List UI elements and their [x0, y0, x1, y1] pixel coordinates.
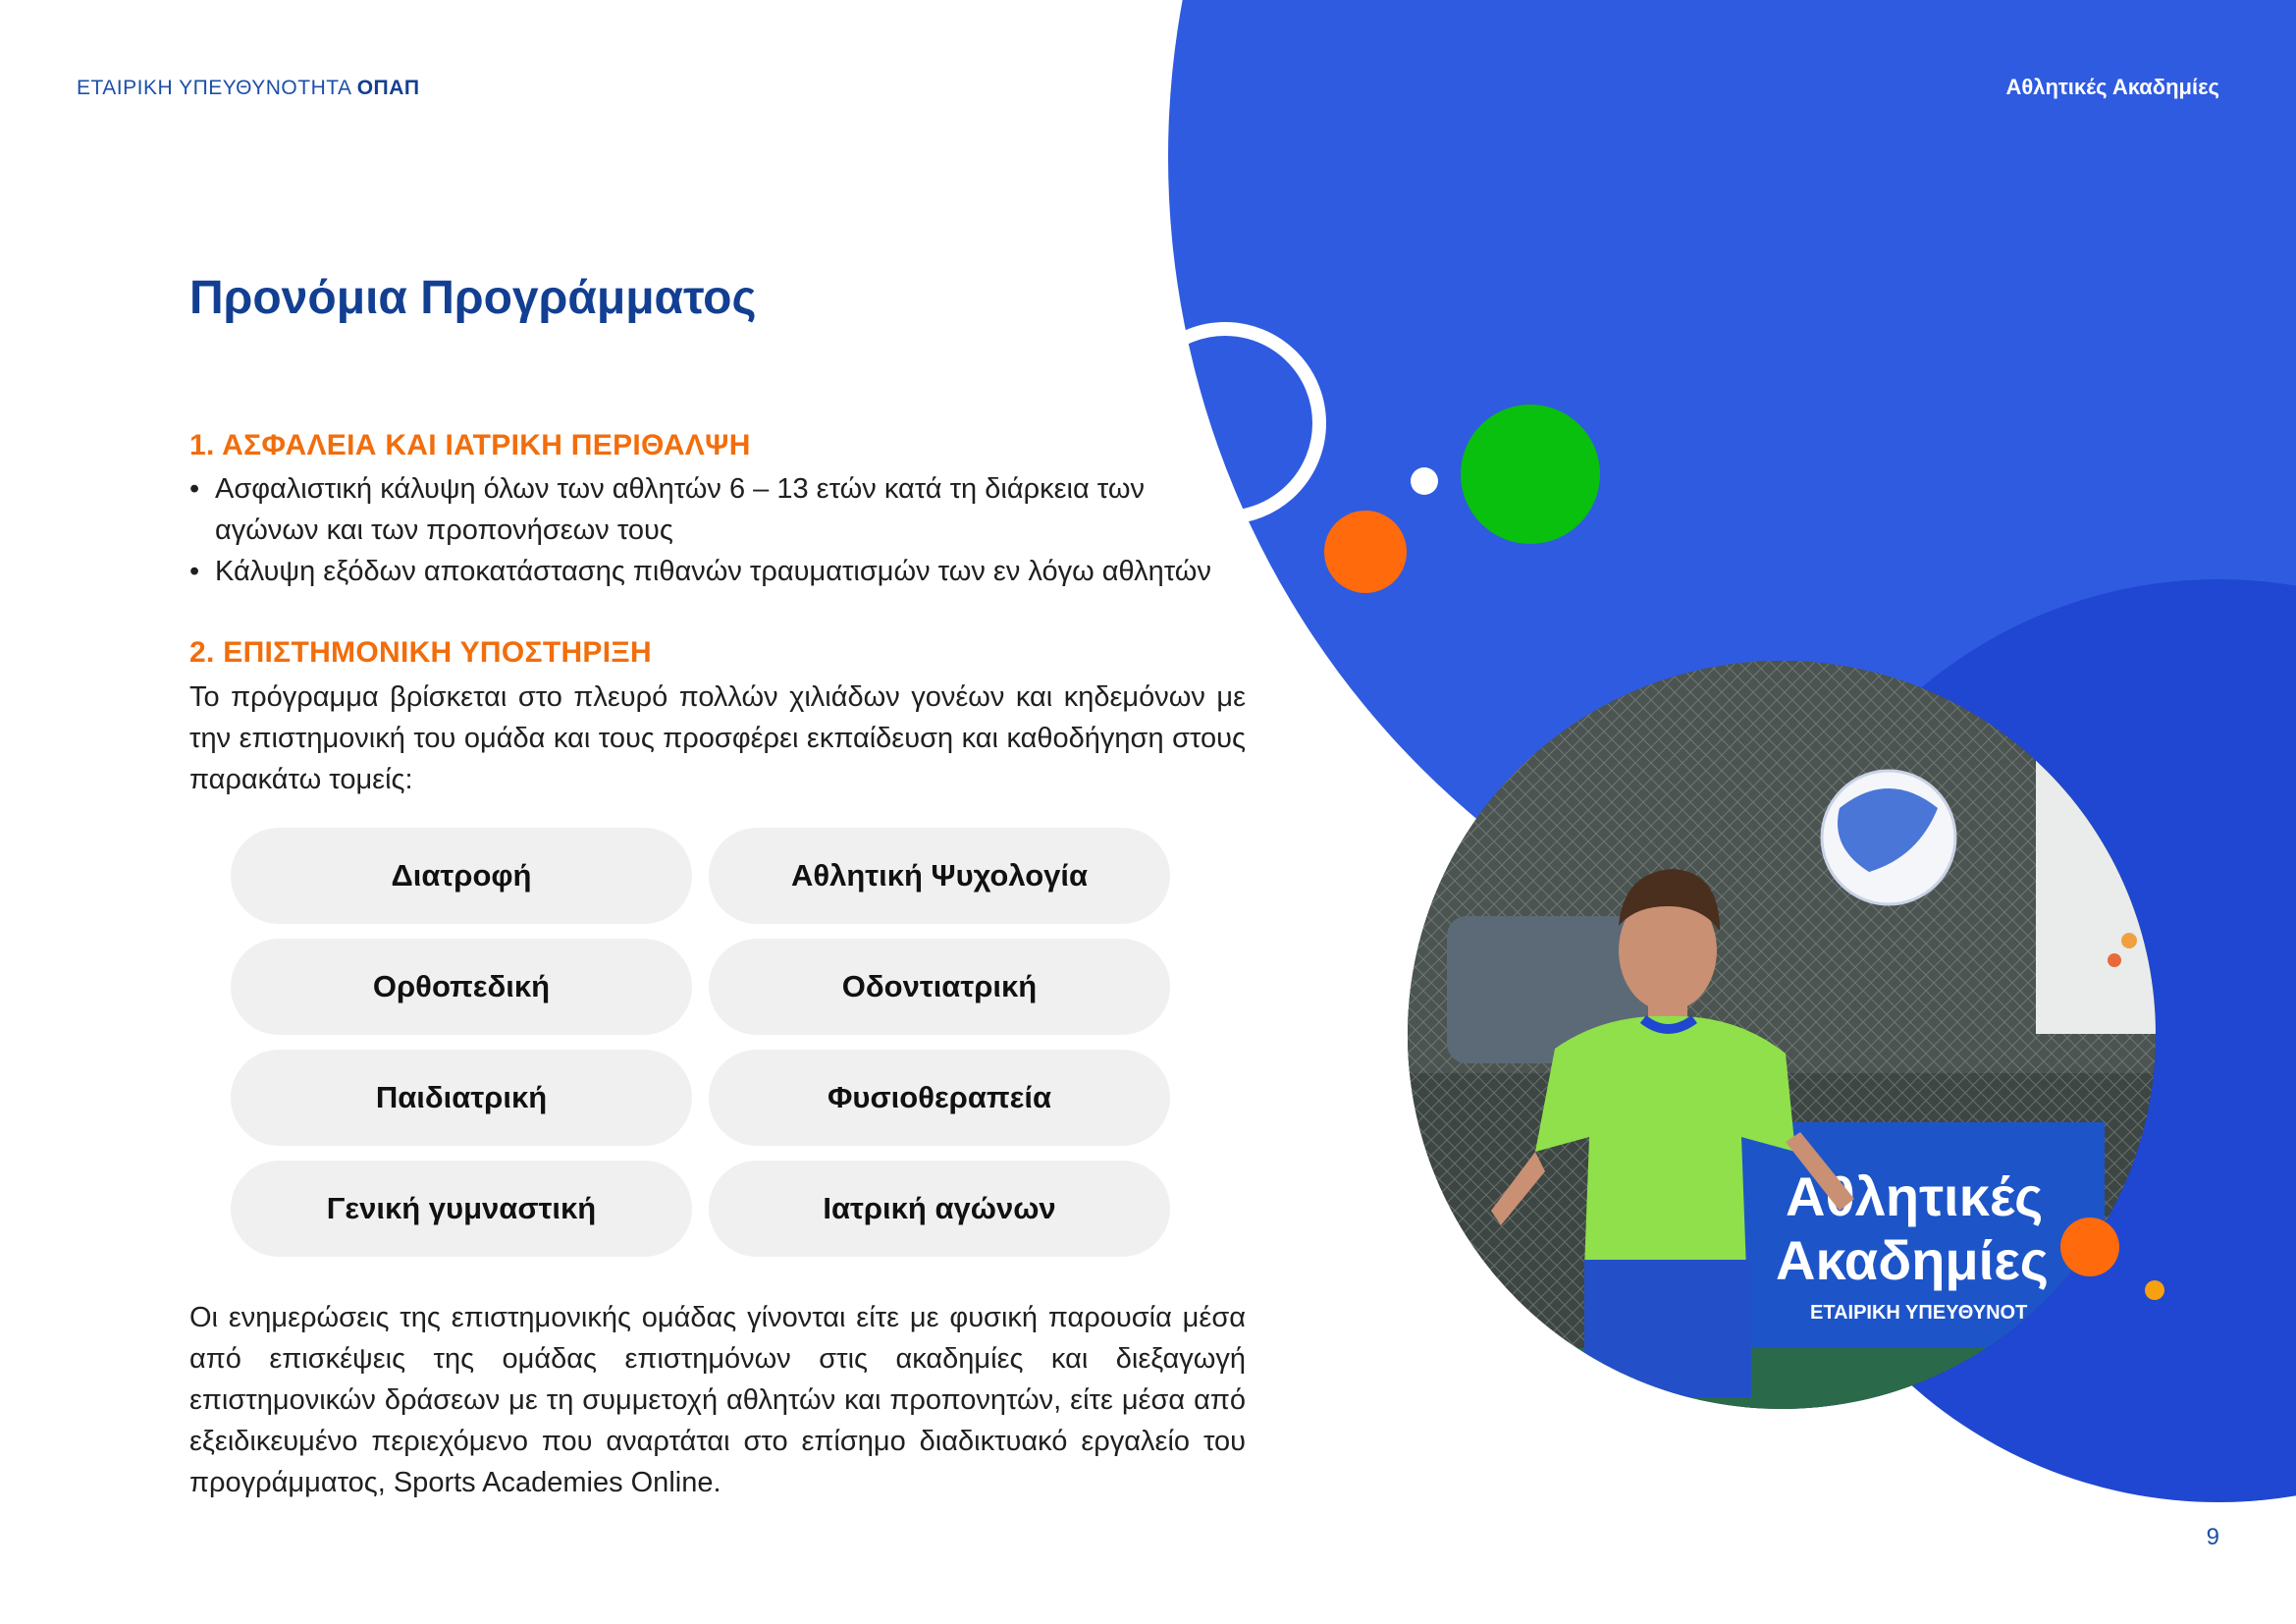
- field-pill: Ορθοπεδική: [231, 939, 692, 1035]
- field-pill: Παιδιατρική: [231, 1050, 692, 1146]
- header-right-title: Αθλητικές Ακαδημίες: [2005, 75, 2219, 99]
- field-pill: Διατροφή: [231, 828, 692, 924]
- white-dot-decoration: [1411, 467, 1438, 495]
- yellow-dot-decoration: [2145, 1280, 2164, 1300]
- banner-text-line1: Αθλητικές: [1786, 1165, 2044, 1227]
- section1-heading: 1. ΑΣΦΑΛΕΙΑ ΚΑΙ ΙΑΤΡΙΚΗ ΠΕΡΙΘΑΛΨΗ: [189, 429, 751, 461]
- bullet-item: • Ασφαλιστική κάλυψη όλων των αθλητών 6 – 13 ετών κατά τη διάρκεια των αγώνων και των προπονήσεων τους: [189, 468, 1171, 551]
- banner-text-line2: Ακαδημίες: [1776, 1229, 2049, 1291]
- field-pill: Αθλητική Ψυχολογία: [709, 828, 1170, 924]
- player-photo: [1408, 661, 2156, 1409]
- fields-grid: [231, 828, 1170, 1257]
- orange-dot-decoration: [1324, 511, 1407, 593]
- field-pill: Γενική γυμναστική: [231, 1161, 692, 1257]
- page-title: Προνόμια Προγράμματος: [189, 272, 757, 324]
- field-pill: Ιατρική αγώνων: [709, 1161, 1170, 1257]
- green-dot-decoration: [1461, 405, 1600, 544]
- bullet-item: • Κάλυψη εξόδων αποκατάστασης πιθανών τραυματισμών των εν λόγω αθλητών: [189, 551, 1289, 592]
- section1-bullet-list: [189, 468, 1289, 592]
- section2-heading: 2. ΕΠΙΣΤΗΜΟΝΙΚΗ ΥΠΟΣΤΗΡΙΞΗ: [189, 636, 652, 669]
- orange-dot-decoration-bottom: [2060, 1218, 2119, 1276]
- header-left: [77, 77, 420, 100]
- section2-intro: Το πρόγραμμα βρίσκεται στο πλευρό πολλών χιλιάδων γονέων και κηδεμόνων με την επιστημονική του ομάδα και τους προσφέρει εκπαίδευση και καθοδήγηση στους παρακάτω τομείς:: [189, 681, 1246, 795]
- field-pill: Φυσιοθεραπεία: [709, 1050, 1170, 1146]
- field-pill: Οδοντιατρική: [709, 939, 1170, 1035]
- header-brand: ΟΠΑΠ: [356, 77, 420, 99]
- banner-text-line3: ΕΤΑΙΡΙΚΗ ΥΠΕΥΘΥΝΟΤ: [1810, 1302, 2028, 1324]
- section2-closing: Οι ενημερώσεις της επιστημονικής ομάδας γίνονται είτε με φυσική παρουσία μέσα από επισκέψεις της ομάδας επιστημόνων στις ακαδημίες και διεξαγωγή επιστημονικών δράσεων με τη συμμετοχή αθλητών και προπονητών, είτε μέσα από εξειδικευμένο περιεχόμενο που αναρτάται στο επίσημο διαδικτυακό εργαλείο του προγράμματος, Sports Academies Online.: [189, 1302, 1246, 1498]
- header-prefix: ΕΤΑΙΡΙΚΗ ΥΠΕΥΘΥΝΟΤΗΤΑ: [77, 77, 351, 99]
- page-number: 9: [2206, 1524, 2219, 1550]
